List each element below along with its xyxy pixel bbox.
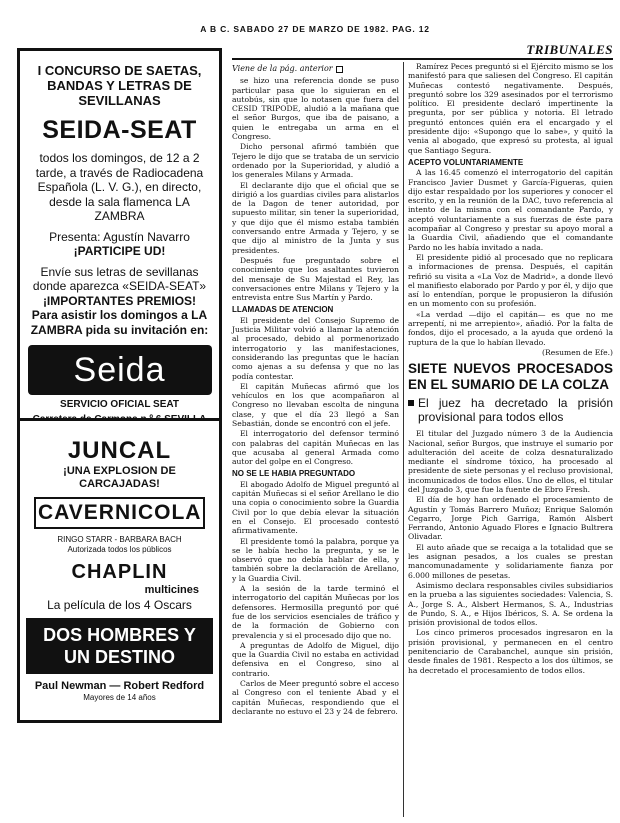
paragraph: El abogado Adolfo de Miguel preguntó al capitán Muñecas si el señor Arellano le dio una copia o conocimiento sobre la Guardia Civil por lo que debía elevar la situación en el Consejo. El procesado contestó afirmativamente. — [232, 479, 399, 536]
paragraph: El presidente tomó la palabra, porque ya se le había hecho la pregunta, y se le observó que no debía hablar de ella, y también sobre la declaración de Arellano, y la Guardia Civil. — [232, 536, 399, 583]
participate-callout: ¡PARTICIPE UD! — [73, 244, 166, 258]
cinema-ad — [17, 418, 222, 723]
paragraph: El capitán Muñecas afirmó que los vehículos en los que acompañaron al Congreso no llevaban escolta de ninguna clase, y que el día 23 llegó a San Sebastián, donde se encontró con el jefe. — [232, 381, 399, 428]
paragraph: Asimismo declara responsables civiles subsidiarios en la prueba a las siguientes sociedades: Valencia, S. A., Jorge S. A., Alsbert Hermanos, S. A., Industrias de Pundo, S. A., e Hijos Ibéricos, S. A. Se ordena la prisión provisional de todos ellos. — [408, 580, 613, 628]
cinema-tagline: ¡UNA EXPLOSION DE CARCAJADAS! — [63, 465, 176, 490]
contest-title: I CONCURSO DE SAETAS, BANDAS Y LETRAS DE SEVILLANAS — [37, 63, 202, 108]
paragraph: El titular del Juzgado número 3 de la Audiencia Nacional, señor Burgos, que instruye el sumario por adulteración del aceite de colza desnaturalizado mediante el síndrome tóxico, ha procesado al presidente de siete personas y el recluso provisional, incomunicados de todos ellos. Uno de ellos, el titular del Juzgado 3, que fue la fuente de Ebro Fresh. — [408, 429, 613, 494]
film-cavernicola: CAVERNICOLA — [34, 497, 205, 529]
bullet-icon — [408, 400, 414, 406]
seida-seat-ad — [17, 48, 222, 453]
paragraph: El día de hoy han ordenado el procesamiento de Agustín y Tomás Barrero Muñoz; Enrique Salomón Cegarro, Jorge Pich Garriga, Ramón Alsbert Ferrando, Antonio Aguado Flores e Ignacio Bultrera Olivadar. — [408, 495, 613, 542]
prizes-callout: ¡IMPORTANTES PREMIOS! — [42, 293, 197, 308]
section-title: TRIBUNALES — [526, 42, 613, 57]
continued-note: Viene de la pág. anterior — [232, 64, 399, 73]
subheading: LLAMADAS DE ATENCION — [232, 305, 334, 315]
paragraph: Los cinco primeros procesados ingresaron en la prisión provisional, y permanecen en el centro penitenciario de Carabanchel, aunque sin prisión, desde finales de 1981. Respecto a los dos últimos, se ha decretado el procesamiento de todos ellos. — [408, 628, 613, 675]
juncal-title: JUNCAL — [67, 437, 172, 464]
colza-kicker: El juez ha decretado la prisión provisional para todos ellos — [408, 396, 613, 424]
paragraph: El presidente pidió al procesado que no replicara a informaciones de prensa. Después, el capitán refirió su visita a «La Voz de Madrid», a donde llevó el manifiesto elaborado por Pardo y por él, y dijo que así lo entendían, porque le propusieron la difusión en un momento con su profesión. — [408, 252, 613, 309]
cast-cavernicola: RINGO STARR - BARBARA BACH — [57, 535, 182, 544]
paragraph: Ramírez Peces preguntó si el Ejército mismo se los manifestó para que saliesen del Congreso. El capitán Muñecas contestó negativamente. Después, preguntó sobre los 329 asesinados por el terrorismo político. El presidente declaró impertinente la pregunta, por ser pública y notoria. El letrado preguntó entonces quién era el encargado y el presidente dijo: «Supongo que lo sabe», y quitó la venia al abogado, que expresó su protesta, al igual que Santiago Segura. — [408, 62, 613, 155]
paragraph: Carlos de Meer preguntó sobre el acceso al Congreso con el teniente Abad y el capitán Muñecas, respondiendo que el declarante no estuvo el 23 y 24 de febrero. — [232, 679, 399, 716]
colza-headline: SIETE NUEVOS PROCESADOS EN EL SUMARIO DE LA COLZA — [408, 361, 613, 393]
oscars-line: La película de los 4 Oscars — [47, 598, 192, 612]
masthead: A B C. SABADO 27 DE MARZO DE 1982. PAG. 12 — [200, 24, 430, 34]
brand-name: SEIDA-SEAT — [42, 116, 197, 144]
service-label: SERVICIO OFICIAL SEAT — [60, 399, 179, 410]
paragraph: El auto añade que se recaiga a la totalidad que se les asignan pesados, a los cuales se prestan mancomunadamente y solidariamente fianza por 6.000 millones de pesetas. — [408, 542, 613, 580]
ad-body: todos los domingos, de 12 a 2 tarde, a través de Radiocadena Española (L. V. G.), en directo, desde la sala flamenca LA ZAMBRA — [35, 151, 204, 223]
paragraph: se hizo una referencia donde se puso particular pasa que lo siguieran en el autobús, sin que lo notasen que fuera del CESID TRIPODE, aludió a la mañana que el señor Burgos, que iba de paisano, a quien le entregaba un arma en el Congreso. — [232, 76, 399, 142]
paragraph: A preguntas de Adolfo de Miguel, dijo que la Guardia Civil no estaba en actividad defensiva en el Congreso, sino al contrario. — [232, 640, 399, 678]
subheading: NO SE LE HABIA PREGUNTADO — [232, 469, 356, 479]
invitation-text: Para asistir los domingos a LA ZAMBRA pida su invitación en: — [30, 308, 209, 337]
film-dos-hombres: DOS HOMBRES Y UN DESTINO — [26, 618, 213, 674]
rating-dos-hombres: Mayores de 14 años — [83, 693, 156, 702]
paragraph: El presidente del Consejo Supremo de Justicia Militar volvió a llamar la atención al procesado, debido al pormenorizado interrogatorio y las manifestaciones, considerando las preguntas que le hacían como ajenas a su defensa y que no las podía contestar. — [232, 315, 399, 381]
byline: (Resumen de Efe.) — [542, 347, 613, 357]
paragraph: «La verdad —dijo el capitán— es que no me arrepentí, ni me arrepiento», añadió. Por la falta de fondos, dijo el procesado, a la ayuda que ordenó la ruptura de la que lo habían llevado. — [408, 309, 613, 347]
paragraph: Después fue preguntado sobre el conocimiento que los asaltantes tuvieron del mensaje de Su Majestad el Rey, las conversaciones entre Milans y Tejero y la entrevista entre Sus Martín y Pardo. — [232, 255, 399, 303]
presenter: Presenta: Agustín Navarro — [49, 229, 190, 244]
rating-cavernicola: Autorizada todos los públicos — [67, 545, 172, 554]
column-rule — [403, 62, 404, 817]
paragraph: Dicho personal afirmó también que Tejero le dijo que se trataba de un servicio ordenado por la Superioridad, y aludió a los generales Milans y Armada. — [232, 142, 399, 180]
paragraph: El declarante dijo que el oficial que se dirigió a los guardias civiles para alistarlos de la Dagon de tener autoridad, por supuesto militar, sin tener la superioridad, y que dijo que él mismo estaba también conversando entre Armada y Tejero, y se que dijo al ministro de la Junta y sus presidentes. — [232, 180, 399, 255]
chaplin-title: CHAPLIN — [71, 561, 168, 583]
multicines-label: multicines — [144, 584, 199, 596]
paragraph: A la sesión de la tarde terminó el interrogatorio del capitán Muñecas por los defensores. Hermosilla preguntó por qué fue de los servicios esenciales de tráfico y de la formación de Gobierno con prevalencia y si el procesado dijo que no. — [232, 584, 399, 640]
cast-dos-hombres: Paul Newman — Robert Redford — [34, 680, 205, 692]
article-column-right — [408, 62, 613, 676]
subheading: ACEPTO VOLUNTARIAMENTE — [408, 157, 524, 167]
paragraph: El interrogatorio del defensor terminó con palabras del capitán Muñecas en las que acusaba al general Armada como autor del golpe en el Congreso. — [232, 429, 399, 467]
seida-logo: Seida — [28, 345, 212, 395]
send-lyrics-text: Envíe sus letras de sevillanas donde aparezca «SEIDA-SEAT» — [32, 264, 207, 293]
article-column-middle — [232, 64, 399, 717]
paragraph: A las 16.45 comenzó el interrogatorio del capitán Francisco Javier Dusmet y García-Figueras, quien dijo estar respaldado por los superiores y conocer el escrito, y en la reunión de la DAC, tuvo referencia al intento de la misma con el comandante Pardo, y aceptó voluntariamente a sus fuerzas de éste para acompañar al Congreso y prestar su apoyo moral a la Guardia Civil, añadiendo que el comandante Pardo no les había invitado a nada. — [408, 168, 613, 252]
section-rule — [232, 58, 613, 60]
